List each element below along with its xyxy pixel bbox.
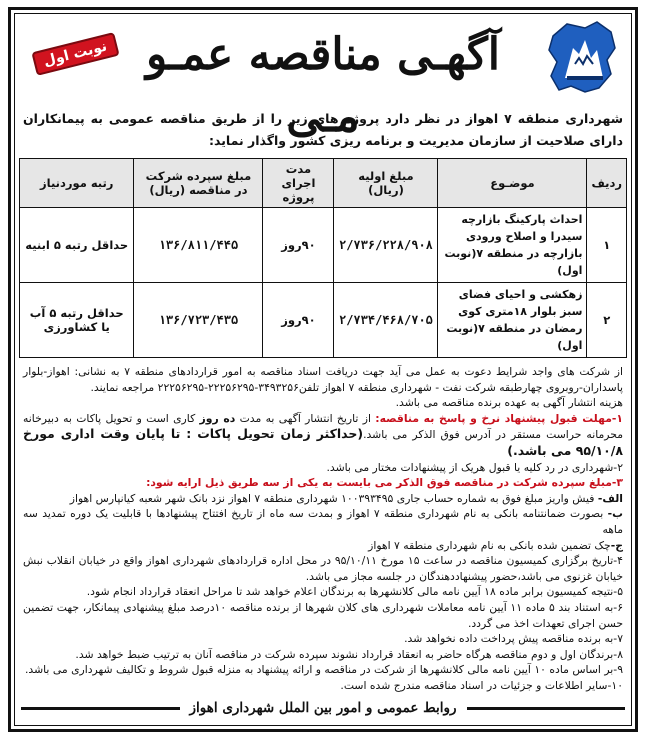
clause-10: ۱۰-سایر اطلاعات و جزئیات در اسناد مناقصه مندرج شده است.	[340, 678, 623, 692]
row-number: ۱	[587, 208, 627, 283]
clause-3b	[23, 506, 623, 537]
clause-3c-text: چک تضمین شده بانکی به نام شهرداری منطقه ۷ اهواز	[368, 538, 611, 552]
clause-1-days: ده روز	[199, 411, 236, 425]
clause-7: ۷-به برنده مناقصه پیش پرداخت داده نخواهد شد.	[404, 632, 623, 646]
deposit-amount: ۱۳۶/۸۱۱/۴۴۵	[134, 208, 263, 283]
notice-footer	[21, 695, 625, 721]
clause-5: ۵-نتیجه کمیسیون برابر ماده ۱۸ آیین نامه مالی کلانشهرها به برندگان اعلام خواهد شد تا مراحل انعقاد قرارداد انجام شود.	[86, 585, 623, 599]
tender-notice	[8, 7, 638, 732]
clause-2: ۲-شهرداری در رد کلیه یا قبول هریک از پیشنهادات مختار می باشد.	[326, 460, 623, 474]
clause-9: ۹-بر اساس ماده ۱۰ آیین نامه مالی کلانشهرها از شرکت در مناقصه و ارائه پیشنهاد به منزله قبول شروط و تکالیف شهرداری می باشد.	[25, 663, 623, 677]
initial-amount: ۲/۷۳۴/۴۶۸/۷۰۵	[334, 283, 438, 358]
clause-3a-text: فیش واریز مبلغ فوق به شماره حساب جاری ۱۰۰۳۹۳۴۹۵ شهرداری منطقه ۷ اهواز نزد بانک شهر شعبه کیانپارس اهواز	[69, 491, 598, 505]
clause-4: ۴-تاریخ برگزاری کمیسیون مناقصه در ساعت ۱۵ مورخ ۹۵/۱۰/۱۱ در محل اداره قراردادهای شهرداری اهواز واقع در خیابان انقلاب نبش خیابان غزنوی می باشد،حضور پیشنهاددهندگان در جلسه مجاز می باشد.	[23, 554, 623, 583]
project-duration: ۹۰روز	[263, 283, 334, 358]
required-rank: حداقل رتبه ۵ آب یا کشاورزی	[20, 283, 134, 358]
col-row-header: ردیف	[587, 159, 627, 208]
col-duration-header: مدت اجرای پروژه	[263, 159, 334, 208]
footer-text: روابط عمومی و امور بین الملل شهرداری اهواز	[180, 700, 467, 716]
row-number: ۲	[587, 283, 627, 358]
clause-3a-label: الف-	[597, 491, 623, 505]
clause-3a	[23, 491, 623, 507]
project-subject: احداث پارکینگ بازارچه سیدرا و اصلاح ورودی بازارچه در منطقه ۷(نوبت اول)	[438, 208, 587, 283]
clause-3b-label: ب-	[607, 507, 623, 521]
deposit-amount: ۱۳۶/۷۲۳/۴۳۵	[134, 283, 263, 358]
project-subject: زهکشی و احیای فضای سبز بلوار ۱۸متری کوی رمضان در منطقه ۷(نوبت اول)	[438, 283, 587, 358]
table-header-row	[20, 159, 627, 208]
clause-1-mid: از تاریخ انتشار آگهی به مدت	[235, 411, 376, 425]
notice-title: آگهـی مناقصه عمـو مـی	[146, 29, 500, 142]
municipality-map-logo-icon	[545, 18, 621, 98]
projects-table	[19, 158, 627, 358]
initial-amount: ۲/۷۳۶/۲۲۸/۹۰۸	[334, 208, 438, 283]
notice-body	[23, 364, 623, 693]
clause-8: ۸-برندگان اول و دوم مناقصه هرگاه حاضر به انعقاد قرارداد نشوند سپرده شرکت در مناقصه آنان به ترتیب ضبط خواهد شد.	[75, 647, 623, 661]
col-subject-header: موضـوع	[438, 159, 587, 208]
col-amount-header: مبلغ اولیه (ریال)	[334, 159, 438, 208]
clause-3b-text: بصورت ضمانتنامه بانکی به نام شهرداری منطقه ۷ اهواز و بمدت سه ماه از تاریخ افتتاح پیشنهادها با قابلیت یک دوره تمدید سه ماهه	[23, 507, 623, 536]
clause-1-heading: ۱-مهلت قبول پیشنهاد نرخ و پاسخ به مناقصه:	[375, 411, 623, 425]
col-rank-header: رتبه موردنیاز	[20, 159, 134, 208]
required-rank: حداقل رتبه ۵ ابنیه	[20, 208, 134, 283]
intro-paragraph: شهرداری منطقه ۷ اهواز در نظر دارد پروژه های زیر را از طریق مناقصه عمومی به پیمانکاران دارای صلاحیت از سازمان مدیریت و برنامه ریزی کشور واگذار نماید:	[23, 111, 623, 148]
invite-paragraph: از شرکت های واجد شرایط دعوت به عمل می آید جهت دریافت اسناد مناقصه به امور قراردادهای منطقه ۷ به نشانی: اهواز-بلوار پاسداران-روبروی چهارطبقه شرکت نفت - شهرداری منطقه ۷ اهواز تلفن۳۴۹۳۲۵۶-۲۲۲۵۶۲۹۵-۲۲۲۵۶۲۹۵ مراجعه نمایند.	[23, 365, 623, 394]
first-round-badge: نوبت اول	[31, 32, 119, 76]
clause-3c-label: ج-	[610, 538, 623, 552]
project-duration: ۹۰روز	[263, 208, 334, 283]
table-row	[20, 283, 627, 358]
clause-6: ۶-به استناد بند ۵ ماده ۱۱ آیین نامه معاملات شهرداری های کلان شهرها از برنده مناقصه ۱۰درصد مبلغ پیشنهادی پیمانکار، جهت تضمین حسن اجرای تعهدات اخذ می گردد.	[23, 600, 623, 630]
clause-1-deadline: (حداکثر زمان تحویل پاکات : تا پایان وقت اداری مورخ ۹۵/۱۰/۸ می باشد.)	[23, 426, 623, 458]
table-row	[20, 208, 627, 283]
clause-1-text: کاری است و تحویل پاکات به دبیرخانه محرمانه حراست مستقر در آدرس فوق الذکر می باشد.	[23, 411, 623, 442]
col-deposit-header: مبلغ سپرده شرکت در مناقصه (ریال)	[134, 159, 263, 208]
clause-3c	[23, 538, 623, 554]
clause-3-heading: ۳-مبلغ سپرده شرکت در مناقصه فوق الذکر می بایست به یکی از سه طریق ذیل ارایه شود:	[146, 476, 623, 490]
clause-1	[23, 411, 623, 460]
cost-paragraph: هزینه انتشار آگهی به عهده برنده مناقصه می باشد.	[395, 396, 623, 410]
